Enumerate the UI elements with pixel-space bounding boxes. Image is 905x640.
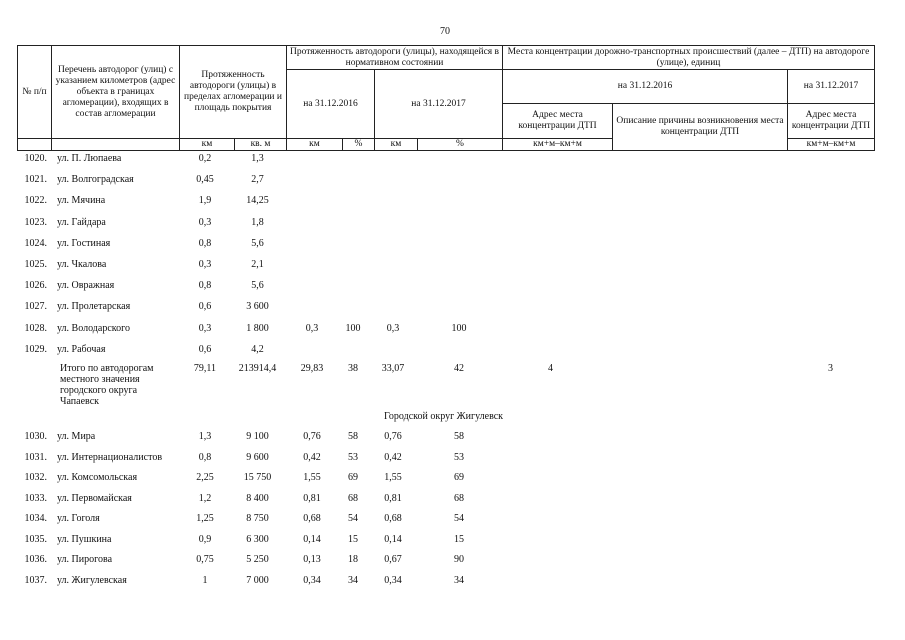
cell-km: 0,8 xyxy=(198,237,212,249)
cell-name: ул. П. Люпаева xyxy=(57,153,122,164)
unit-pct-2017: % xyxy=(418,139,503,151)
cell-num: 1036. xyxy=(24,554,47,565)
cell-num: 1035. xyxy=(24,533,47,545)
table-row xyxy=(0,216,905,230)
cell-sq: 3 600 xyxy=(246,301,269,313)
cell-km: 0,9 xyxy=(198,533,212,545)
cell-sq: 9 600 xyxy=(246,451,269,463)
table-row xyxy=(0,492,905,506)
header-dtp-2017: на 31.12.2017 xyxy=(788,70,875,104)
cell-num: 1025. xyxy=(24,259,47,270)
cell-num: 1029. xyxy=(24,343,47,355)
header-normative: Протяженность автодороги (улицы), находящейся в нормативном состоянии xyxy=(287,46,503,70)
header-road-list: Перечень автодорог (улиц) с указанием километров (адрес объекта в границах агломерации), входящих в состав агломерации xyxy=(52,46,180,139)
cell-n17km: 0,81 xyxy=(384,492,402,504)
cell-name: ул. Пирогова xyxy=(57,554,113,565)
cell-name: ул. Пушкина xyxy=(57,533,112,545)
table-row xyxy=(0,533,905,547)
cell-n16km: 0,14 xyxy=(303,533,321,545)
total-n16p: 38 xyxy=(348,363,358,374)
cell-n16p: 53 xyxy=(348,451,358,463)
total-dtp-2016: 4 xyxy=(548,363,553,374)
cell-num: 1023. xyxy=(24,216,47,228)
cell-km: 2,25 xyxy=(196,472,214,483)
cell-num: 1022. xyxy=(24,195,47,207)
cell-km: 0,8 xyxy=(198,280,212,292)
unit-sqm: кв. м xyxy=(235,139,287,151)
cell-sq: 2,7 xyxy=(251,174,264,186)
cell-km: 1 xyxy=(202,574,208,586)
cell-name: ул. Комсомольская xyxy=(57,472,138,483)
cell-sq: 5 250 xyxy=(246,554,269,565)
cell-n16km: 0,3 xyxy=(305,322,319,334)
cell-n16km: 0,76 xyxy=(303,431,321,442)
header-norm-2017: на 31.12.2017 xyxy=(375,70,503,139)
cell-name: ул. Рабочая xyxy=(57,343,106,355)
cell-n16km: 0,81 xyxy=(303,492,321,504)
table-row xyxy=(0,512,905,526)
unit-km: км xyxy=(180,139,235,151)
cell-km: 0,6 xyxy=(198,301,212,313)
unit-pct-2016: % xyxy=(343,139,375,151)
cell-name: ул. Овражная xyxy=(57,280,115,292)
cell-km: 1,9 xyxy=(198,195,212,207)
cell-sq: 8 400 xyxy=(246,492,269,504)
cell-num: 1031. xyxy=(24,451,47,463)
cell-name: ул. Мира xyxy=(57,431,96,442)
header-dtp-2016: на 31.12.2016 xyxy=(503,70,788,104)
cell-n17km: 0,34 xyxy=(384,574,402,586)
cell-sq: 5,6 xyxy=(251,280,264,292)
table-row xyxy=(0,553,905,567)
cell-n16p: 68 xyxy=(348,492,358,504)
cell-sq: 1,8 xyxy=(251,216,264,228)
cell-km: 0,75 xyxy=(196,554,214,565)
unit-kmm-2017: км+м–км+м xyxy=(788,139,875,151)
header-dtp-reason: Описание причины возникновения места концентрации ДТП xyxy=(613,104,788,151)
table-row xyxy=(0,322,905,336)
cell-km: 0,8 xyxy=(198,451,212,463)
cell-name: ул. Чкалова xyxy=(57,259,107,270)
total-n16km: 29,83 xyxy=(300,363,324,374)
cell-km: 1,2 xyxy=(198,492,212,504)
cell-n17km: 0,76 xyxy=(384,431,402,442)
cell-n16km: 0,13 xyxy=(303,554,321,565)
table-row xyxy=(0,471,905,485)
cell-name: ул. Волгоградская xyxy=(57,174,134,186)
cell-n16km: 0,68 xyxy=(303,513,321,524)
cell-sq: 1 800 xyxy=(246,322,269,334)
unit-km-2016: км xyxy=(287,139,343,151)
cell-km: 0,3 xyxy=(198,322,212,334)
section-title: Городской округ Жигулевск xyxy=(384,411,504,422)
cell-n16p: 54 xyxy=(348,513,358,524)
cell-sq: 7 000 xyxy=(246,574,269,586)
cell-km: 1,25 xyxy=(196,513,214,524)
cell-n17p: 54 xyxy=(454,513,464,524)
table-row xyxy=(0,574,905,588)
cell-n17km: 0,42 xyxy=(384,451,402,463)
cell-n16p: 34 xyxy=(348,574,358,586)
cell-name: ул. Гоголя xyxy=(57,513,100,524)
table-row xyxy=(0,279,905,293)
header-dtp-address-2017: Адрес места концентрации ДТП xyxy=(788,104,875,139)
cell-n17p: 15 xyxy=(454,533,464,545)
cell-n17km: 0,14 xyxy=(384,533,402,545)
table-row xyxy=(0,152,905,166)
cell-n16p: 69 xyxy=(348,472,358,483)
table-row xyxy=(0,258,905,272)
cell-n17p: 90 xyxy=(454,554,464,565)
table-row xyxy=(0,194,905,208)
header-dtp-address: Адрес места концентрации ДТП xyxy=(503,104,613,139)
cell-name: ул. Гайдара xyxy=(57,216,106,228)
cell-n17p: 34 xyxy=(454,574,464,586)
cell-sq: 8 750 xyxy=(246,513,269,524)
cell-num: 1037. xyxy=(24,574,47,586)
table-row xyxy=(0,343,905,357)
cell-name: ул. Интернационалистов xyxy=(57,451,163,463)
cell-sq: 1,3 xyxy=(251,153,264,164)
cell-num: 1027. xyxy=(24,301,47,313)
total-km: 79,11 xyxy=(193,363,217,374)
cell-name: ул. Первомайская xyxy=(57,492,132,504)
cell-n16km: 1,55 xyxy=(303,472,321,483)
cell-n16p: 15 xyxy=(348,533,358,545)
cell-sq: 5,6 xyxy=(251,237,264,249)
header-dtp: Места концентрации дорожно-транспортных происшествий (далее – ДТП) на автодороге (улице), единиц xyxy=(503,46,875,70)
cell-name: ул. Пролетарская xyxy=(57,301,131,313)
cell-n16km: 0,34 xyxy=(303,574,321,586)
total-n17p: 42 xyxy=(454,363,464,374)
cell-num: 1021. xyxy=(24,174,47,186)
cell-n17km: 0,68 xyxy=(384,513,402,524)
header-length: Протяженность автодороги (улицы) в пределах агломерации и площадь покрытия xyxy=(180,46,287,139)
header-num: № п/п xyxy=(18,46,52,139)
cell-n16p: 100 xyxy=(345,322,361,334)
cell-km: 0,2 xyxy=(198,153,212,164)
cell-name: ул. Володарского xyxy=(57,322,130,334)
total-dtp-2017: 3 xyxy=(828,363,833,374)
cell-n17km: 1,55 xyxy=(384,472,402,483)
cell-sq: 4,2 xyxy=(251,343,264,355)
cell-n17p: 68 xyxy=(454,492,464,504)
cell-num: 1032. xyxy=(24,472,47,483)
unit-km-2017: км xyxy=(375,139,418,151)
cell-km: 0,6 xyxy=(198,343,212,355)
cell-num: 1026. xyxy=(24,280,47,292)
cell-num: 1020. xyxy=(24,153,47,164)
cell-km: 0,3 xyxy=(198,216,212,228)
cell-n16p: 18 xyxy=(348,554,358,565)
cell-sq: 9 100 xyxy=(246,431,269,442)
cell-n16km: 0,42 xyxy=(303,451,321,463)
table-row xyxy=(0,237,905,251)
table-row xyxy=(0,451,905,465)
cell-name: ул. Гостиная xyxy=(57,237,111,249)
cell-num: 1024. xyxy=(24,237,47,249)
table-row xyxy=(0,430,905,444)
cell-num: 1028. xyxy=(24,322,47,334)
cell-sq: 14,25 xyxy=(246,195,269,207)
unit-kmm-2016: км+м–км+м xyxy=(503,139,613,151)
page-number: 70 xyxy=(440,26,450,37)
cell-sq: 15 750 xyxy=(243,472,272,483)
cell-n17p: 58 xyxy=(454,431,464,442)
cell-sq: 6 300 xyxy=(246,533,269,545)
cell-sq: 2,1 xyxy=(251,259,264,270)
cell-km: 0,45 xyxy=(196,174,214,186)
total-label: Итого по автодорогам местного значения городского округа Чапаевск xyxy=(60,363,154,407)
cell-num: 1030. xyxy=(24,431,47,442)
cell-num: 1033. xyxy=(24,492,47,504)
cell-name: ул. Жигулевская xyxy=(57,574,127,586)
cell-num: 1034. xyxy=(24,513,47,524)
total-sq: 213914,4 xyxy=(238,363,277,374)
cell-name: ул. Мячина xyxy=(57,195,106,207)
cell-n17km: 0,67 xyxy=(384,554,402,565)
cell-n16p: 58 xyxy=(348,431,358,442)
total-n17km: 33,07 xyxy=(381,363,405,374)
table-row xyxy=(0,300,905,314)
cell-n17p: 100 xyxy=(451,322,467,334)
cell-n17km: 0,3 xyxy=(386,322,400,334)
cell-km: 1,3 xyxy=(198,431,212,442)
cell-km: 0,3 xyxy=(198,259,212,270)
cell-n17p: 69 xyxy=(454,472,464,483)
header-norm-2016: на 31.12.2016 xyxy=(287,70,375,139)
cell-n17p: 53 xyxy=(454,451,464,463)
table-row xyxy=(0,173,905,187)
